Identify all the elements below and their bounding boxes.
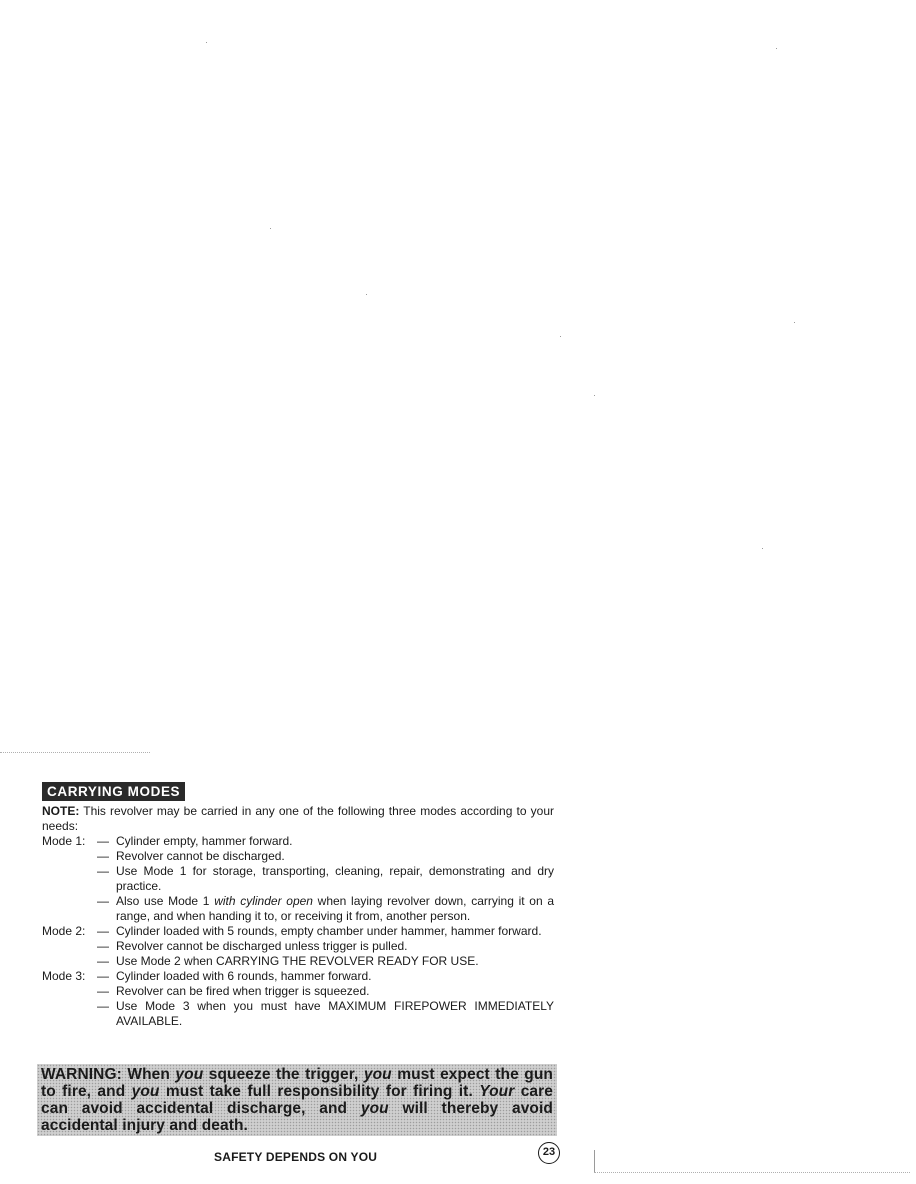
emphasis-text: you [175, 1066, 204, 1083]
mode-label: Mode 3: [42, 969, 86, 983]
dash: — [97, 954, 109, 968]
page-number-badge: 23 [538, 1142, 560, 1164]
warning-box [37, 1064, 557, 1136]
text-run: will thereby avoid accidental injury and death. [41, 1100, 553, 1134]
note-paragraph [42, 804, 554, 834]
dash: — [97, 969, 109, 983]
mode-item [42, 834, 554, 849]
section-heading: CARRYING MODES [42, 782, 185, 801]
mode-item-text: Cylinder loaded with 5 rounds, empty chamber under hammer, hammer forward. [116, 924, 542, 938]
scan-speck [560, 336, 561, 337]
scan-speck [762, 548, 763, 549]
emphasis-text: Your [479, 1083, 515, 1100]
scan-speck [594, 395, 595, 396]
dash: — [97, 849, 109, 863]
dash: — [97, 999, 109, 1013]
dash: — [97, 864, 109, 878]
scan-speck [776, 48, 777, 49]
mode-label: Mode 1: [42, 834, 86, 848]
mode-item-text: Revolver cannot be discharged. [116, 849, 285, 863]
mode-item-text: Use Mode 1 for storage, transporting, cleaning, repair, demonstrating and dry practice. [116, 864, 554, 893]
mode-item [42, 924, 554, 939]
mode-item [42, 969, 554, 984]
text-run: care can avoid accidental discharge, and [41, 1083, 553, 1117]
text-run: When [127, 1066, 170, 1083]
mode-item [42, 954, 554, 969]
mode-label: Mode 2: [42, 924, 86, 938]
text-run: Also use Mode 1 [116, 894, 210, 908]
scan-speck [270, 228, 271, 229]
mode-item-text: Revolver can be fired when trigger is squeezed. [116, 984, 370, 998]
mode-item-text: Use Mode 3 when you must have MAXIMUM FIREPOWER IMMEDIATELY AVAILABLE. [116, 999, 554, 1028]
dash: — [97, 984, 109, 998]
carrying-modes-section [42, 782, 554, 1029]
scan-speck [206, 42, 207, 43]
scan-speck [594, 1150, 595, 1172]
scan-dotted-line [594, 1172, 910, 1173]
dash: — [97, 924, 109, 938]
scan-speck [794, 322, 795, 323]
mode-item-text: Use Mode 2 when CARRYING THE REVOLVER READY FOR USE. [116, 954, 479, 968]
footer-title: SAFETY DEPENDS ON YOU [214, 1150, 378, 1164]
dash: — [97, 894, 109, 908]
mode-item [42, 849, 554, 864]
mode-item-text: Cylinder empty, hammer forward. [116, 834, 293, 848]
mode-item [42, 999, 554, 1029]
mode-item [42, 984, 554, 999]
mode-item [42, 894, 554, 924]
scan-dotted-line [0, 752, 150, 753]
dash: — [97, 939, 109, 953]
emphasis-text: you [131, 1083, 160, 1100]
warning-label: WARNING: [41, 1066, 122, 1083]
text-run: squeeze the trigger, [208, 1066, 359, 1083]
mode-item-text: Cylinder loaded with 6 rounds, hammer forward. [116, 969, 372, 983]
emphasis-text: you [363, 1066, 392, 1083]
mode-item [42, 939, 554, 954]
text-run: must take full responsibility for firing it. [165, 1083, 473, 1100]
scan-speck [366, 294, 367, 295]
mode-item-text: Revolver cannot be discharged unless trigger is pulled. [116, 939, 408, 953]
text-run: when laying revolver down, carrying it on a range, and when handing it to, or receiving it from, another person. [116, 894, 554, 923]
text-run: must expect the gun to fire, and [41, 1066, 553, 1100]
note-label: NOTE: [42, 804, 80, 818]
emphasis-text: you [360, 1100, 389, 1117]
mode-item [42, 864, 554, 894]
emphasis-text: with cylinder open [214, 894, 313, 908]
dash: — [97, 834, 109, 848]
mode-item-text [116, 894, 554, 924]
note-text: This revolver may be carried in any one of the following three modes according to your needs: [42, 804, 554, 833]
